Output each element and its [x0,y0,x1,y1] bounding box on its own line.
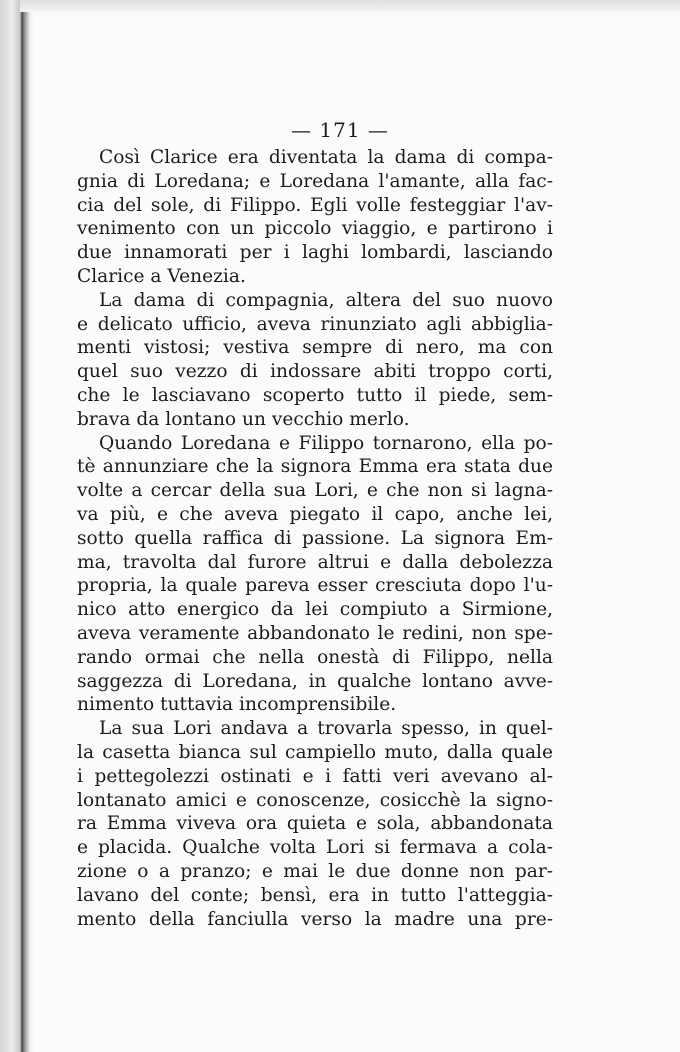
text-line: zione o a pranzo; e mai le due donne non par- [77,860,553,882]
text-line: due innamorati per i laghi lombardi, lasciando [77,242,553,264]
text-line: e delicato ufficio, aveva rinunziato agli abbiglia- [77,313,553,335]
text-line: nimento tuttavia incomprensibile. [77,694,397,716]
paragraph [77,146,553,289]
text-line: aveva veramente abbandonato le redini, non spe- [77,622,553,644]
text-line: La sua Lori andava a trovarla spesso, in quel- [99,718,553,740]
text-line: cia del sole, di Filippo. Egli volle festeggiar l'av- [77,194,553,216]
text-line: nico atto energico da lei compiuto a Sirmione, [77,599,553,621]
text-line: e placida. Qualche volta Lori si fermava a cola- [77,837,553,859]
text-line: ma, travolta dal furore altrui e dalla debolezza [77,551,553,573]
text-line: La dama di compagnia, altera del suo nuovo [99,289,553,311]
text-line: Clarice a Venezia. [77,265,246,287]
text-line: volte a cercar della sua Lori, e che non si lagna- [77,480,553,502]
paragraph [77,432,553,718]
text-line: va più, e che aveva piegato il capo, anche lei, [77,503,553,525]
paragraph [77,717,553,931]
text-line: lontanato amici e conoscenze, cosicchè la signo- [77,789,553,811]
text-line: la casetta bianca sul campiello muto, dalla quale [77,741,553,763]
body-text [77,146,553,931]
text-line: rando ormai che nella onestà di Filippo, nella [77,646,553,668]
text-line: mento della fanciulla verso la madre una pre- [77,908,553,930]
page-top-edge [20,0,680,12]
text-line: quel suo vezzo di indossare abiti troppo corti, [77,361,553,383]
text-line: menti vistosi; vestiva sempre di nero, ma con [77,337,553,359]
book-spine-shadow [0,0,34,1052]
page-number: — 171 — [291,118,389,142]
text-line: Così Clarice era diventata la dama di compa- [99,147,553,168]
text-line: tè annunziare che la signora Emma era stata due [77,456,553,478]
text-line: venimento con un piccolo viaggio, e partirono i [77,218,553,240]
text-line: saggezza di Loredana, in qualche lontano avve- [77,670,553,692]
text-line: i pettegolezzi ostinati e i fatti veri avevano al- [77,765,553,787]
text-line: lavano del conte; bensì, era in tutto l'atteggia- [77,884,553,906]
text-line: gnia di Loredana; e Loredana l'amante, alla fac- [77,170,553,192]
paragraph [77,289,553,432]
text-line: che le lasciavano scoperto tutto il piede, sem- [77,384,553,406]
text-line: ra Emma viveva ora quieta e sola, abbandonata [77,813,553,835]
text-line: sotto quella raffica di passione. La signora Em- [77,527,553,549]
text-line: Quando Loredana e Filippo tornarono, ella po- [99,432,553,454]
text-line: brava da lontano un vecchio merlo. [77,408,410,430]
text-line: propria, la quale pareva esser cresciuta dopo l'u- [77,575,553,597]
